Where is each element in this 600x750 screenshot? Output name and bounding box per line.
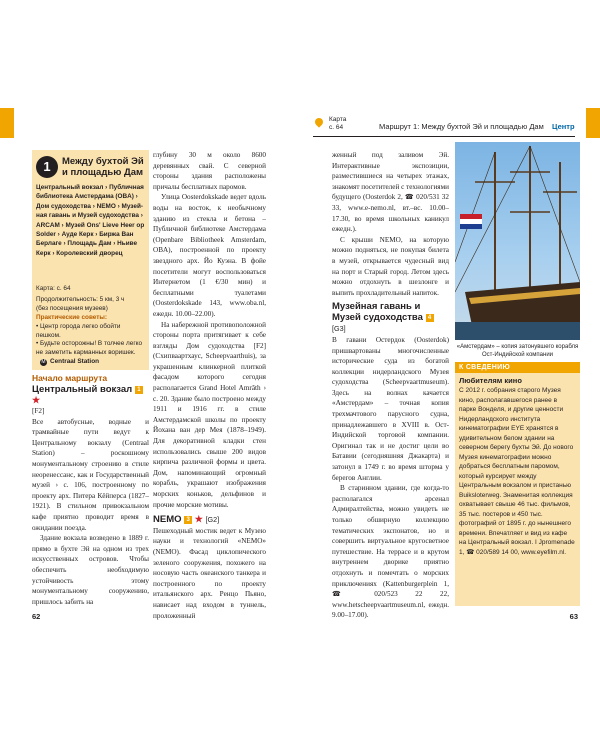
- tip-2: • Будьте осторожны! В толчее легко не заметить карманных воришек.: [36, 340, 143, 356]
- info-box-title: Любителям кино: [459, 376, 522, 385]
- museum-ref: [G3]: [332, 324, 346, 334]
- route-stops: Центральный вокзал › Публичная библиотека Амстердама (OBA) › Дом судоходства › NEMO › Музей-ная гавань и Музей судоходства › ARCAM › Музей Ons' Lieve Heer op Solder › Ауде Керк › Биржа Ван Берлаге › Площадь Дам › Ньиве Керк › Королевский дворец: [36, 184, 145, 257]
- station-ref: [F2]: [32, 407, 45, 415]
- col3-p2: С крыши NEMO, на которую можно подняться, не покупая билета в музей, открывается чудесный вид на порт и Старый город. Летом здесь можно отдохнуть в шезлонге и выпить прохладительный напиток.: [332, 235, 449, 297]
- col2-p3: На набережной противоположной стороны порта притягивает к себе взгляды Дом судоходства [F2] (Схипваартхаус, Scheepvaarthuis), за украшенным клинкерной плиткой фасадом которого сегодня располагается Grand Hotel Amrâth › с. 20. Здание было построено между 1911 и 1916 гг. в стиле Амстердамской школы по проекту Йохана ван дер Мея (1878–1949). Для декоративной кладки стен использовались свыше 200 видов кирпича различной формы и цвета. Дом, напоминающий огромный корабль, украшают изображения морских коньков, дельфинов и прочие морские мотивы.: [153, 320, 266, 509]
- museum-heading: [332, 301, 449, 335]
- route-duration-note: (без посещения музеев): [36, 305, 108, 312]
- map-pin-icon: [313, 116, 324, 127]
- station-heading: [32, 384, 149, 406]
- right-edge-tab: [586, 108, 600, 138]
- col3-p1: женный под заливом Эй. Интерактивные экспозиции, разместившиеся на четырех этажах, знакомят посетителей с технологиями будущего (Oosterdok 2, ☎ 020/531 32 33, www.e-nemo.nl, вт.–вс. 10.00–17.30, во время школьных каникул ежедн.).: [332, 151, 449, 234]
- station-heading-text: Центральный вокзал: [32, 384, 133, 395]
- tip-3: Centraal Station: [50, 358, 100, 365]
- route-number: 1: [36, 156, 58, 178]
- col1-p1: Все автобусные, водные и трамвайные пути ведут к Центральному вокзалу (Centraal Station) – роскошному монументальному строению в стиле неоренессанс, как и Государственный музей › с. 106, построенному по проекту арх. Питера Кёйперса (1827–1921). В стильном привокзальном кафе приятно проводит время в ожидании поезда.: [32, 417, 149, 532]
- col2-p2: Улица Oosterdokskade ведет вдоль воды на восток, к необычному зданию из стекла и бетона – Публичной библиотеке Амстердама (Openbare Bibliotheek Amsterdam, OBA), построенной по проекту звездного арх. Йо Куэна. В фойе посетители могут воспользоваться Интернетом (1 €/30 мин) и бесплатными туалетами (Oosterdokskade 143, www.oba.nl, ежедн. 10.00–22.00).: [153, 193, 266, 318]
- left-edge-tab: [0, 108, 14, 138]
- star-icon: ★: [194, 514, 203, 525]
- page-number-left: 62: [32, 612, 41, 621]
- column-1: [32, 373, 149, 607]
- route-title: Маршрут 1: Между бухтой Эй и площадью Дам: [379, 122, 544, 131]
- tip-1: • Центр города легко обойти пешком.: [36, 323, 121, 339]
- start-heading: Начало маршрута: [32, 373, 108, 383]
- right-header: [313, 116, 575, 138]
- route-summary-box: [32, 150, 149, 370]
- route-duration: Продолжительность: 5 км, 3 ч: [36, 296, 125, 303]
- col1-p2: Здание вокзала возведено в 1889 г. прямо в бухте Эй на одном из трех искусственных островов. Чтобы обеспечить необходимую устойчивость этому монументальному сооружению, пришлось забить на: [32, 534, 149, 606]
- col3-p4: В старинном здании, где когда-то располагался арсенал Адмиралтейства, можно увидеть не только обширную коллекцию тематических экспонатов, но и совершить виртуальное кругосветное путешествие. На террасе и в крутом внутреннем дворике приятно отдохнуть и помечтать о морских приключениях (Kattenburgerplein 1, ☎ 020/523 22 22, www.hetscheepvaartmuseum.nl, ежедн. 9.00–17.00).: [332, 484, 449, 620]
- col3-p3: В гавани Остердок (Oosterdok) пришвартованы многочисленные исторические суда из богатой коллекции нидерландского Музея судоходства (Scheepvaartmuseum). Здесь на волнах качается «Амстердам» – точная копия трехмачтового парусного судна, принадлежавшего в XVIII в. Ост-Индийской торговой компании. Оригинал так и не достиг цели во Батавии (сегодняшняя Джакарта) и затонул в 1749 г. во время шторма у берегов Англии.: [332, 335, 449, 482]
- nemo-badge: 3: [184, 516, 192, 524]
- tips-title: Практические советы:: [36, 314, 107, 321]
- metro-icon: M: [41, 359, 46, 365]
- nemo-heading-text: NEMO: [153, 514, 182, 526]
- section-label: Центр: [552, 122, 575, 131]
- nemo-ref: [G2]: [205, 515, 220, 525]
- column-3: [332, 150, 449, 621]
- col2-p4: Пешеходный мостик ведет к Музею науки и технологий «NEMO» (NEMO). Фасад циклопического зеленого сооружения, похожего на носовую часть океанского танкера и построенного по проекту итальянского арх. Ренцо Пьяно, нависает над входом в туннель, проложенный: [153, 526, 266, 620]
- map-page: с. 64: [329, 124, 344, 131]
- ship-illustration: [455, 142, 580, 340]
- museum-heading-text: Музейная гавань и Музей судоходства: [332, 301, 423, 324]
- ship-photo: [455, 142, 580, 340]
- info-box-header: К СВЕДЕНИЮ: [455, 362, 580, 373]
- route-box-title: Между бухтой Эй и площадью Дам: [62, 156, 144, 178]
- info-box-text: С 2012 г. собрания старого Музея кино, располагавшегося ранее в парке Вонделя, и другие ценности Нидерландского института кинематографии EYE хранятся в удивительном белом здании на северном берегу бухты Эй. До нового Музея кинематографии можно добраться бесплатным паромом, который курсирует между Центральным вокзалом и пристанью Buiksloterweg. Знаменитая коллекция охватывает свыше 46 тыс. фильмов, 35 тыс. постеров и 450 тыс. фотографий от 1895 г. до нынешнего времени. Впечатляет и вид из кафе на Центральный вокзал. I Jpromenade 1, ☎ 020/589 14 00, www.eyefilm.nl.: [459, 387, 575, 556]
- col2-p1: глубину 30 м около 8600 деревянных свай. С северной стороны здания расположены причалы бесплатных паромов.: [153, 151, 266, 191]
- info-box: [455, 362, 580, 606]
- map-label: Карта: [329, 116, 347, 123]
- page-number-right: 63: [569, 612, 578, 621]
- photo-caption: «Амстердам» – копия затонувшего корабля Ост-Индийской компании: [456, 344, 579, 358]
- route-map-ref: Карта: с. 64: [36, 285, 71, 292]
- museum-badge: 4: [426, 314, 434, 322]
- column-2: [153, 150, 266, 621]
- star-icon: ★: [32, 395, 41, 405]
- nemo-heading: [153, 514, 266, 526]
- station-badge: 1: [135, 386, 143, 394]
